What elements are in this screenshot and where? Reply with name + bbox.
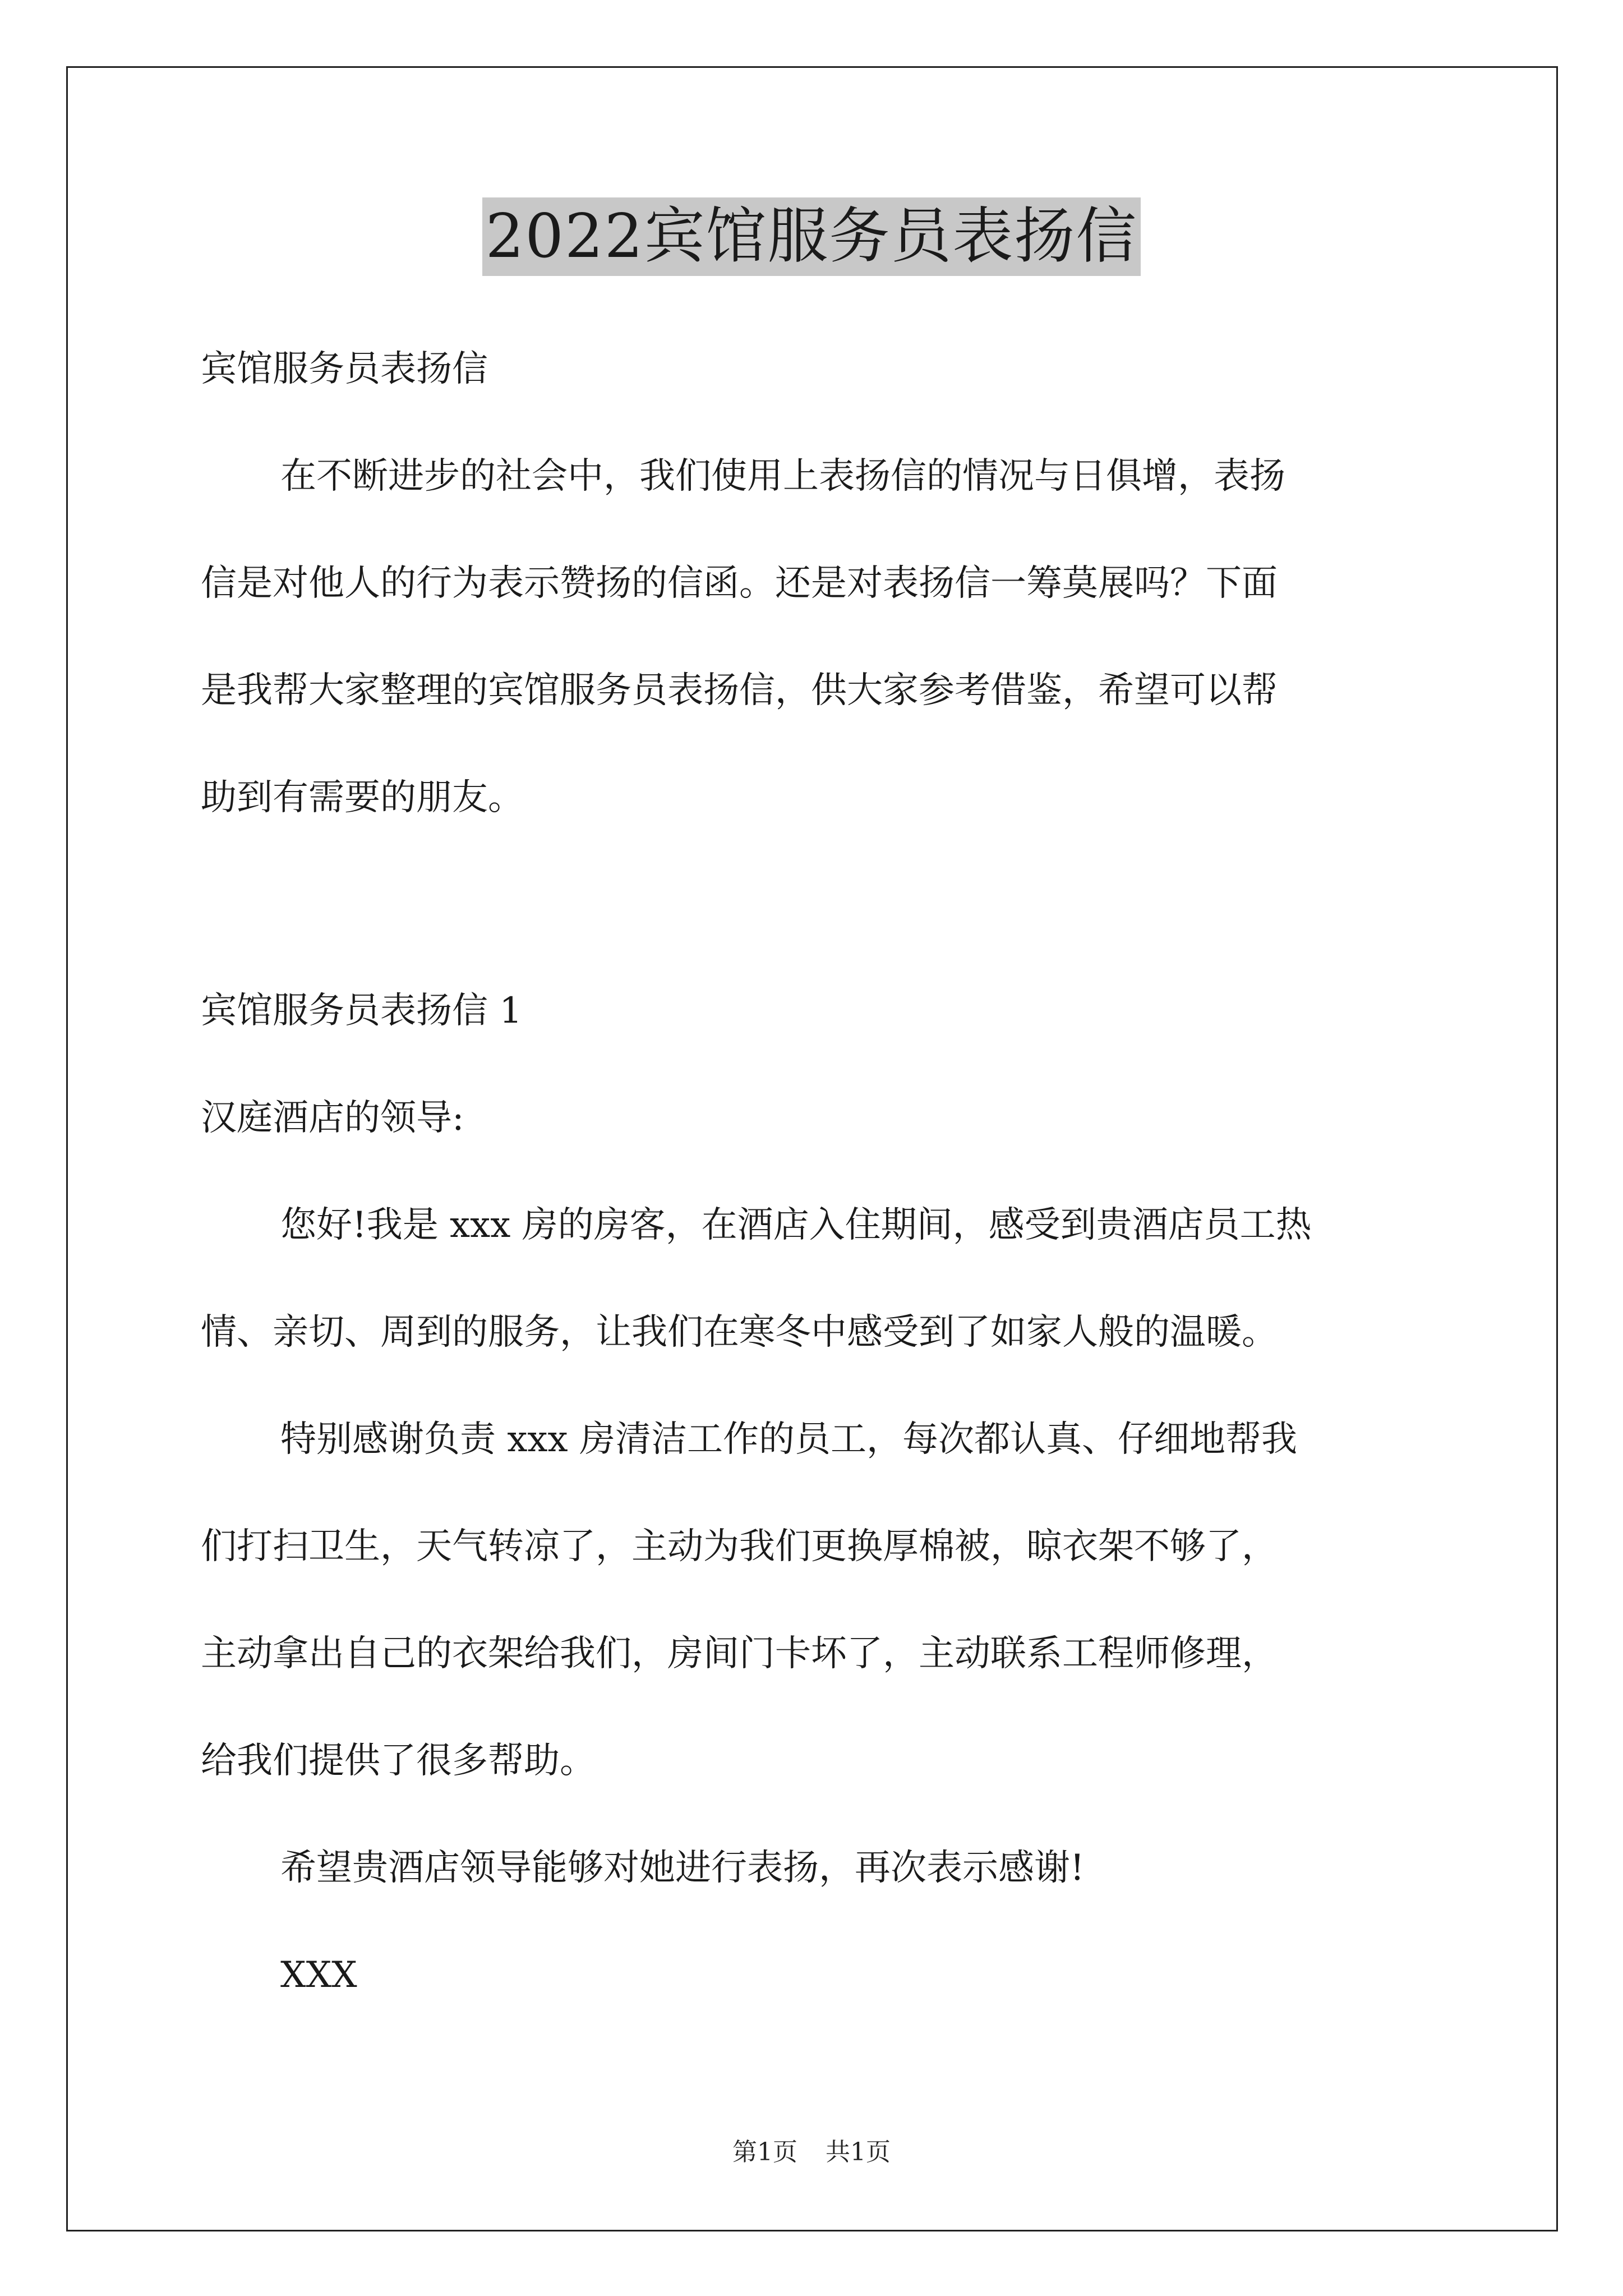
document-body [201,342,1435,2002]
page-total: 共1页 [826,2138,891,2166]
page-footer [0,2132,1623,2168]
intro-line: 信是对他人的行为表示赞扬的信函。还是对表扬信一筹莫展吗？下面 [201,563,1278,604]
subtitle: 宾馆服务员表扬信 [201,348,488,390]
signature: XXX [280,1954,357,1996]
document-title: 2022宾馆服务员表扬信 [482,197,1141,276]
paragraph-line: 给我们提供了很多帮助。 [201,1740,596,1782]
paragraph-line: 们打扫卫生，天气转凉了，主动为我们更换厚棉被，晾衣架不够了， [201,1526,1278,1567]
paragraph-line: 情、亲切、周到的服务，让我们在寒冬中感受到了如家人般的温暖。 [201,1312,1278,1353]
section-heading: 宾馆服务员表扬信 1 [201,990,523,1032]
intro-line: 是我帮大家整理的宾馆服务员表扬信，供大家参考借鉴，希望可以帮 [201,670,1278,711]
page-number: 第1页 [732,2138,797,2166]
salutation: 汉庭酒店的领导: [201,1097,464,1139]
closing-paragraph: 希望贵酒店领导能够对她进行表扬，再次表示感谢! [280,1847,1085,1889]
title-container [0,197,1623,276]
intro-line: 在不断进步的社会中，我们使用上表扬信的情况与日俱增，表扬 [280,455,1285,497]
paragraph-line: 特别感谢负责 xxx 房清洁工作的员工，每次都认真、仔细地帮我 [280,1419,1297,1460]
intro-line: 助到有需要的朋友。 [201,777,524,818]
paragraph-line: 主动拿出自己的衣架给我们，房间门卡坏了，主动联系工程师修理， [201,1633,1278,1674]
paragraph-line: 您好!我是 xxx 房的房客，在酒店入住期间，感受到贵酒店员工热 [280,1204,1312,1246]
